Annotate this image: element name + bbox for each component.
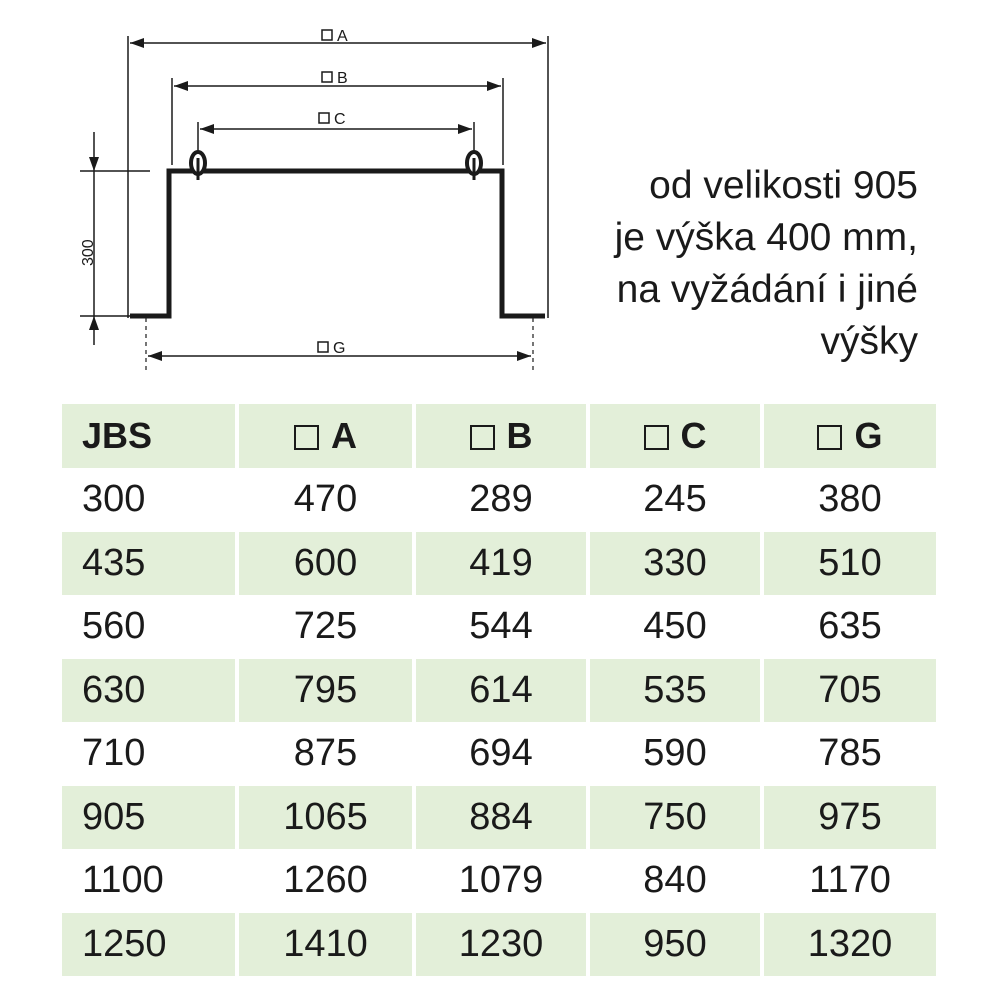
table-cell: 1100: [82, 859, 164, 902]
table-cell: 1320: [764, 913, 936, 977]
table-cell: 710: [82, 732, 146, 775]
table-cell: 450: [643, 605, 707, 648]
table-row: [62, 659, 936, 723]
square-symbol-icon: [644, 425, 669, 450]
dimension-drawing: [0, 0, 560, 390]
header-jbs: [62, 404, 235, 468]
table-row: [62, 849, 936, 913]
table-cell: 975: [764, 786, 936, 850]
square-symbol-icon: [470, 425, 495, 450]
header-label: G: [854, 415, 883, 456]
table-cell: 725: [293, 605, 358, 648]
table-cell: 435: [62, 532, 235, 596]
table-cell: 419: [416, 532, 586, 596]
square-symbol-icon: [322, 30, 332, 40]
table-cell: 560: [82, 605, 146, 648]
table-cell: 750: [590, 786, 760, 850]
table-cell: 635: [818, 605, 882, 648]
height-note: [558, 160, 918, 368]
header-label: B: [506, 415, 533, 456]
dim-line-height: [80, 132, 150, 345]
table-cell: 330: [590, 532, 760, 596]
dim-label-a: A: [337, 28, 348, 45]
table-cell: 1065: [239, 786, 412, 850]
header-a: [239, 404, 412, 468]
table-row: [62, 786, 936, 850]
lifting-eye-left: [191, 152, 205, 180]
note-line: od velikosti 905: [649, 164, 918, 207]
table-cell: 950: [590, 913, 760, 977]
square-symbol-icon: [322, 72, 332, 82]
square-symbol-icon: [817, 425, 842, 450]
square-symbol-icon: [319, 113, 329, 123]
dim-label-c: C: [334, 111, 346, 128]
table-header-row: [62, 404, 936, 468]
dim-label-height: 300: [80, 239, 97, 266]
table-cell: 1260: [283, 859, 368, 902]
dimensions-table: [62, 404, 936, 976]
header-g: [764, 404, 936, 468]
note-line: je výška 400 mm,: [614, 216, 918, 259]
table-cell: 590: [643, 732, 707, 775]
table-cell: 289: [469, 478, 533, 521]
table-cell: 544: [469, 605, 533, 648]
table-cell: 1410: [239, 913, 412, 977]
table-cell: 614: [416, 659, 586, 723]
dim-label-b: B: [337, 70, 348, 87]
table-cell: 245: [643, 478, 707, 521]
table-row: [62, 722, 936, 786]
table-cell: 630: [62, 659, 235, 723]
note-line: na vyžádání i jiné: [616, 268, 918, 311]
table-cell: 510: [764, 532, 936, 596]
table-cell: 785: [818, 732, 882, 775]
table-row: [62, 595, 936, 659]
table-cell: 705: [764, 659, 936, 723]
table-cell: 840: [643, 859, 707, 902]
header-label: C: [680, 415, 707, 456]
table-cell: 905: [62, 786, 235, 850]
table-cell: 1170: [809, 859, 891, 902]
table-cell: 1250: [62, 913, 235, 977]
header-label: A: [331, 415, 357, 456]
table-cell: 535: [590, 659, 760, 723]
header-b: [416, 404, 586, 468]
lifting-eye-right: [467, 152, 481, 180]
table-cell: 795: [239, 659, 412, 723]
table-cell: 1079: [458, 859, 544, 902]
table-cell: 875: [293, 732, 358, 775]
table-row: [62, 532, 936, 596]
table-cell: 470: [293, 478, 358, 521]
square-symbol-icon: [318, 342, 328, 352]
header-label: JBS: [82, 415, 153, 456]
dim-label-g: G: [333, 340, 346, 357]
table-cell: 1230: [416, 913, 586, 977]
frame-profile: [130, 171, 545, 316]
table-cell: 694: [469, 732, 533, 775]
header-c: [590, 404, 760, 468]
table-row: [62, 913, 936, 977]
table-cell: 380: [818, 478, 882, 521]
table-cell: 600: [239, 532, 412, 596]
table-cell: 884: [416, 786, 586, 850]
note-line: výšky: [820, 320, 918, 363]
table-row: [62, 468, 936, 532]
square-symbol-icon: [294, 425, 319, 450]
table-cell: 300: [82, 478, 146, 521]
